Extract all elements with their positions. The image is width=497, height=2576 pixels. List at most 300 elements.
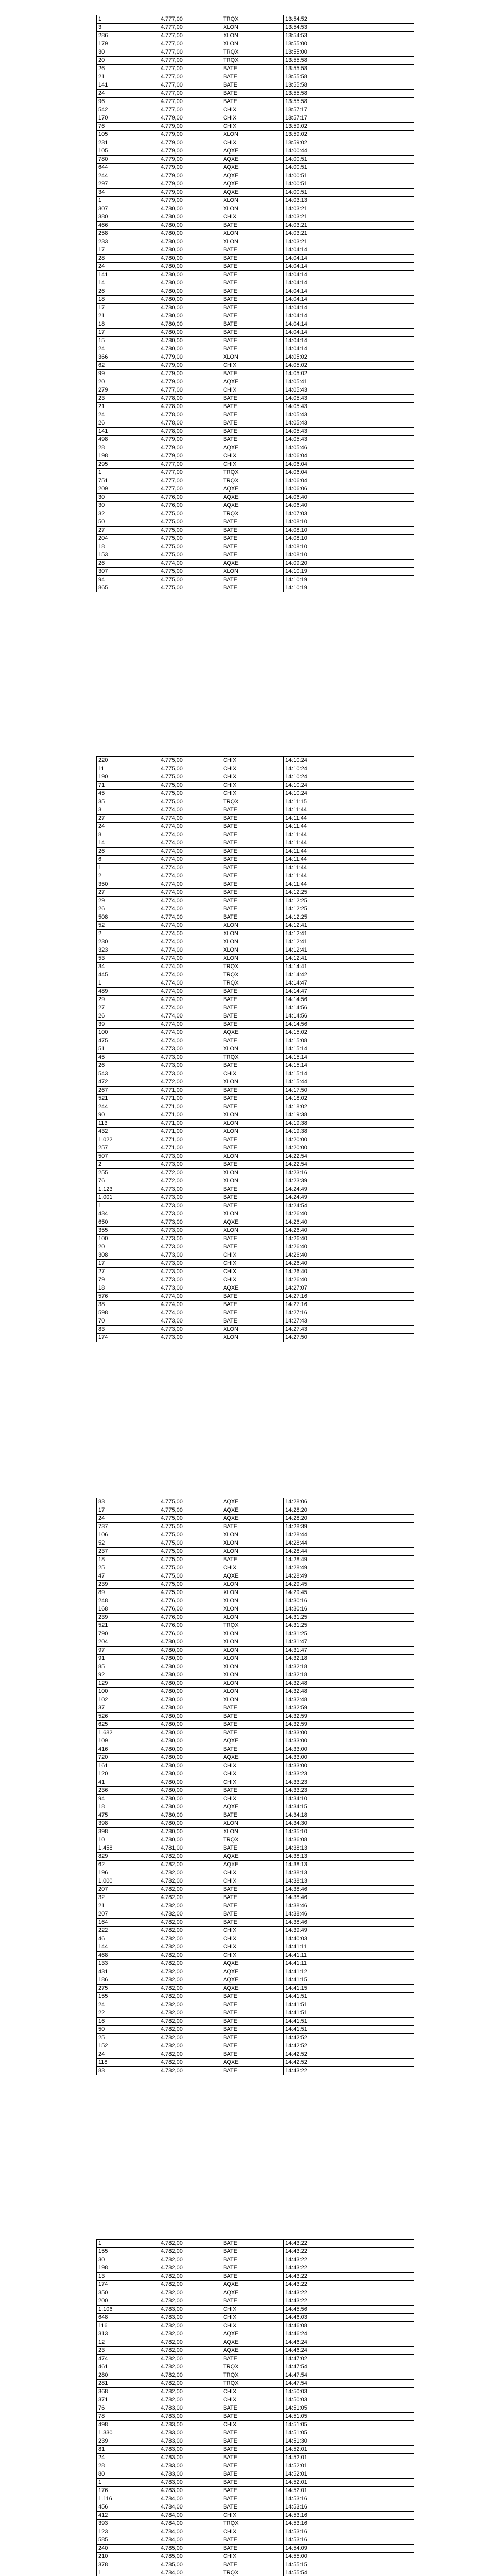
price-cell: 4.775,00 — [159, 1506, 221, 1515]
time-cell: 14:42:52 — [284, 2059, 414, 2067]
quantity-cell: 1.106 — [97, 2306, 159, 2314]
price-cell: 4.774,00 — [159, 1309, 221, 1317]
quantity-cell: 24 — [97, 345, 159, 353]
table-row — [97, 922, 414, 930]
table-row — [97, 312, 414, 320]
time-cell: 14:52:01 — [284, 2470, 414, 2479]
price-cell: 4.780,00 — [159, 1754, 221, 1762]
quantity-cell: 23 — [97, 2347, 159, 2355]
venue-cell: BATE — [221, 2067, 284, 2075]
price-cell: 4.782,00 — [159, 2322, 221, 2330]
table-row — [97, 320, 414, 329]
table-row — [97, 1103, 414, 1111]
quantity-cell: 62 — [97, 362, 159, 370]
venue-cell: BATE — [221, 1235, 284, 1243]
price-cell: 4.782,00 — [159, 2240, 221, 2248]
price-cell: 4.775,00 — [159, 1548, 221, 1556]
quantity-cell: 152 — [97, 2042, 159, 2050]
time-cell: 14:14:47 — [284, 979, 414, 988]
time-cell: 14:04:14 — [284, 329, 414, 337]
price-cell: 4.775,00 — [159, 798, 221, 806]
price-cell: 4.784,00 — [159, 2536, 221, 2545]
time-cell: 14:52:01 — [284, 2454, 414, 2462]
time-cell: 14:54:09 — [284, 2545, 414, 2553]
table-row — [97, 353, 414, 362]
venue-cell: BATE — [221, 2487, 284, 2495]
quantity-cell: 257 — [97, 1144, 159, 1153]
price-cell: 4.775,00 — [159, 535, 221, 543]
quantity-cell: 26 — [97, 1062, 159, 1070]
time-cell: 13:59:02 — [284, 123, 414, 131]
venue-cell: BATE — [221, 1004, 284, 1012]
venue-cell: BATE — [221, 1811, 284, 1820]
quantity-cell: 161 — [97, 1762, 159, 1770]
quantity-cell: 474 — [97, 2355, 159, 2363]
price-cell: 4.775,00 — [159, 1523, 221, 1531]
quantity-cell: 27 — [97, 1268, 159, 1276]
price-cell: 4.780,00 — [159, 1836, 221, 1844]
time-cell: 14:06:04 — [284, 469, 414, 477]
table-row — [97, 584, 414, 592]
quantity-cell: 155 — [97, 2248, 159, 2256]
price-cell: 4.780,00 — [159, 246, 221, 255]
venue-cell: TRQX — [221, 2569, 284, 2576]
time-cell: 14:14:56 — [284, 1012, 414, 1021]
table-row — [97, 2503, 414, 2512]
venue-cell: BATE — [221, 856, 284, 864]
quantity-cell: 100 — [97, 1688, 159, 1696]
table-row — [97, 2520, 414, 2528]
table-row — [97, 2569, 414, 2576]
venue-cell: CHIX — [221, 1778, 284, 1787]
venue-cell: XLON — [221, 1688, 284, 1696]
price-cell: 4.775,00 — [159, 1564, 221, 1572]
table-row — [97, 1729, 414, 1737]
time-cell: 14:32:59 — [284, 1721, 414, 1729]
venue-cell: BATE — [221, 1037, 284, 1045]
time-cell: 14:23:39 — [284, 1177, 414, 1185]
table-row — [97, 971, 414, 979]
time-cell: 14:43:22 — [284, 2248, 414, 2256]
trade-table-body — [97, 15, 414, 592]
price-cell: 4.777,00 — [159, 73, 221, 81]
venue-cell: BATE — [221, 1910, 284, 1919]
table-row — [97, 1778, 414, 1787]
table-row — [97, 73, 414, 81]
venue-cell: CHIX — [221, 2528, 284, 2536]
time-cell: 14:24:54 — [284, 1202, 414, 1210]
quantity-cell: 38 — [97, 1301, 159, 1309]
time-cell: 14:11:44 — [284, 864, 414, 872]
table-row — [97, 2330, 414, 2338]
venue-cell: AQXE — [221, 172, 284, 180]
table-row — [97, 1334, 414, 1342]
table-row — [97, 180, 414, 189]
venue-cell: BATE — [221, 395, 284, 403]
time-cell: 14:53:16 — [284, 2528, 414, 2536]
venue-cell: AQXE — [221, 1029, 284, 1037]
time-cell: 14:32:18 — [284, 1671, 414, 1680]
quantity-cell: 393 — [97, 2520, 159, 2528]
time-cell: 14:08:10 — [284, 543, 414, 551]
quantity-cell: 91 — [97, 1655, 159, 1663]
quantity-cell: 865 — [97, 584, 159, 592]
time-cell: 14:10:24 — [284, 790, 414, 798]
table-row — [97, 123, 414, 131]
price-cell: 4.782,00 — [159, 2264, 221, 2273]
table-row — [97, 1993, 414, 2001]
table-row — [97, 2347, 414, 2355]
table-row — [97, 370, 414, 378]
time-cell: 14:03:21 — [284, 222, 414, 230]
quantity-cell: 29 — [97, 897, 159, 905]
table-row — [97, 2034, 414, 2042]
quantity-cell: 76 — [97, 2404, 159, 2413]
price-cell: 4.773,00 — [159, 1218, 221, 1227]
table-row — [97, 329, 414, 337]
venue-cell: CHIX — [221, 1251, 284, 1260]
price-cell: 4.774,00 — [159, 1029, 221, 1037]
time-cell: 13:57:17 — [284, 114, 414, 123]
venue-cell: BATE — [221, 1202, 284, 1210]
venue-cell: BATE — [221, 905, 284, 913]
time-cell: 14:51:05 — [284, 2429, 414, 2437]
price-cell: 4.780,00 — [159, 1795, 221, 1803]
quantity-cell: 244 — [97, 1103, 159, 1111]
table-row — [97, 897, 414, 905]
price-cell: 4.774,00 — [159, 848, 221, 856]
price-cell: 4.782,00 — [159, 1919, 221, 1927]
table-row — [97, 2380, 414, 2388]
price-cell: 4.772,00 — [159, 1169, 221, 1177]
quantity-cell: 445 — [97, 971, 159, 979]
time-cell: 14:12:41 — [284, 922, 414, 930]
time-cell: 14:53:16 — [284, 2503, 414, 2512]
time-cell: 14:18:02 — [284, 1095, 414, 1103]
price-cell: 4.777,00 — [159, 485, 221, 494]
time-cell: 14:04:14 — [284, 263, 414, 271]
table-row — [97, 2026, 414, 2034]
table-row — [97, 1754, 414, 1762]
time-cell: 14:42:52 — [284, 2034, 414, 2042]
quantity-cell: 3 — [97, 806, 159, 815]
quantity-cell: 26 — [97, 1012, 159, 1021]
quantity-cell: 204 — [97, 535, 159, 543]
quantity-cell: 102 — [97, 1696, 159, 1704]
time-cell: 14:20:00 — [284, 1136, 414, 1144]
quantity-cell: 198 — [97, 452, 159, 461]
table-row — [97, 576, 414, 584]
price-cell: 4.775,00 — [159, 1581, 221, 1589]
venue-cell: XLON — [221, 946, 284, 955]
price-cell: 4.780,00 — [159, 1820, 221, 1828]
venue-cell: CHIX — [221, 114, 284, 123]
venue-cell: BATE — [221, 1194, 284, 1202]
time-cell: 14:41:15 — [284, 1976, 414, 1985]
table-row — [97, 790, 414, 798]
venue-cell: XLON — [221, 1531, 284, 1539]
time-cell: 14:12:41 — [284, 930, 414, 938]
venue-cell: CHIX — [221, 1927, 284, 1935]
quantity-cell: 431 — [97, 1968, 159, 1976]
price-cell: 4.772,00 — [159, 1078, 221, 1087]
quantity-cell: 17 — [97, 1260, 159, 1268]
table-row — [97, 2306, 414, 2314]
quantity-cell: 41 — [97, 1778, 159, 1787]
trade-table-2 — [96, 756, 414, 1342]
price-cell: 4.783,00 — [159, 2479, 221, 2487]
time-cell: 14:10:24 — [284, 765, 414, 773]
quantity-cell: 141 — [97, 271, 159, 279]
table-row — [97, 1597, 414, 1605]
price-cell: 4.773,00 — [159, 1194, 221, 1202]
price-cell: 4.773,00 — [159, 1235, 221, 1243]
price-cell: 4.771,00 — [159, 1103, 221, 1111]
venue-cell: CHIX — [221, 1770, 284, 1778]
venue-cell: CHIX — [221, 362, 284, 370]
time-cell: 14:51:30 — [284, 2437, 414, 2446]
venue-cell: BATE — [221, 1886, 284, 1894]
quantity-cell: 50 — [97, 518, 159, 527]
quantity-cell: 222 — [97, 1927, 159, 1935]
time-cell: 14:06:04 — [284, 461, 414, 469]
quantity-cell: 186 — [97, 1976, 159, 1985]
quantity-cell: 16 — [97, 2018, 159, 2026]
price-cell: 4.773,00 — [159, 1227, 221, 1235]
time-cell: 14:10:19 — [284, 576, 414, 584]
price-cell: 4.779,00 — [159, 139, 221, 147]
time-cell: 14:43:22 — [284, 2297, 414, 2306]
price-cell: 4.777,00 — [159, 386, 221, 395]
time-cell: 14:06:04 — [284, 477, 414, 485]
time-cell: 14:04:14 — [284, 296, 414, 304]
time-cell: 14:19:38 — [284, 1128, 414, 1136]
price-cell: 4.777,00 — [159, 48, 221, 57]
venue-cell: TRQX — [221, 971, 284, 979]
price-cell: 4.780,00 — [159, 213, 221, 222]
venue-cell: CHIX — [221, 106, 284, 114]
table-row — [97, 287, 414, 296]
table-row — [97, 1927, 414, 1935]
quantity-cell: 461 — [97, 2363, 159, 2371]
price-cell: 4.785,00 — [159, 2553, 221, 2561]
quantity-cell: 34 — [97, 963, 159, 971]
time-cell: 13:54:52 — [284, 15, 414, 24]
table-row — [97, 1251, 414, 1260]
table-row — [97, 518, 414, 527]
table-row — [97, 98, 414, 106]
time-cell: 14:51:05 — [284, 2413, 414, 2421]
table-row — [97, 1943, 414, 1952]
price-cell: 4.774,00 — [159, 922, 221, 930]
time-cell: 14:32:59 — [284, 1704, 414, 1713]
quantity-cell: 1.022 — [97, 1136, 159, 1144]
table-row — [97, 485, 414, 494]
venue-cell: BATE — [221, 1062, 284, 1070]
table-row — [97, 1062, 414, 1070]
venue-cell: BATE — [221, 2495, 284, 2503]
quantity-cell: 20 — [97, 378, 159, 386]
venue-cell: AQXE — [221, 494, 284, 502]
venue-cell: BATE — [221, 2026, 284, 2034]
price-cell: 4.773,00 — [159, 1268, 221, 1276]
quantity-cell: 123 — [97, 2528, 159, 2536]
price-cell: 4.776,00 — [159, 1597, 221, 1605]
quantity-cell: 120 — [97, 1770, 159, 1778]
price-cell: 4.775,00 — [159, 1498, 221, 1506]
price-cell: 4.779,00 — [159, 114, 221, 123]
venue-cell: XLON — [221, 1120, 284, 1128]
table-row — [97, 205, 414, 213]
time-cell: 14:22:54 — [284, 1153, 414, 1161]
quantity-cell: 13 — [97, 2273, 159, 2281]
table-row — [97, 1194, 414, 1202]
table-row — [97, 1581, 414, 1589]
time-cell: 14:06:40 — [284, 502, 414, 510]
quantity-cell: 28 — [97, 2462, 159, 2470]
quantity-cell: 1.682 — [97, 1729, 159, 1737]
price-cell: 4.780,00 — [159, 304, 221, 312]
venue-cell: AQXE — [221, 2347, 284, 2355]
venue-cell: BATE — [221, 2462, 284, 2470]
table-row — [97, 147, 414, 156]
time-cell: 14:04:14 — [284, 271, 414, 279]
quantity-cell: 174 — [97, 1334, 159, 1342]
quantity-cell: 21 — [97, 1902, 159, 1910]
time-cell: 14:09:20 — [284, 560, 414, 568]
time-cell: 14:10:24 — [284, 782, 414, 790]
table-row — [97, 1836, 414, 1844]
table-row — [97, 32, 414, 40]
price-cell: 4.782,00 — [159, 2248, 221, 2256]
table-row — [97, 378, 414, 386]
venue-cell: BATE — [221, 806, 284, 815]
table-row — [97, 1268, 414, 1276]
table-row — [97, 2059, 414, 2067]
quantity-cell: 21 — [97, 403, 159, 411]
venue-cell: BATE — [221, 1243, 284, 1251]
time-cell: 14:05:43 — [284, 411, 414, 419]
price-cell: 4.782,00 — [159, 2338, 221, 2347]
time-cell: 14:19:38 — [284, 1111, 414, 1120]
time-cell: 14:32:18 — [284, 1655, 414, 1663]
table-row — [97, 2240, 414, 2248]
table-row — [97, 1795, 414, 1803]
time-cell: 14:22:54 — [284, 1161, 414, 1169]
quantity-cell: 368 — [97, 2388, 159, 2396]
table-row — [97, 1523, 414, 1531]
venue-cell: XLON — [221, 1078, 284, 1087]
price-cell: 4.773,00 — [159, 1317, 221, 1326]
quantity-cell: 27 — [97, 815, 159, 823]
table-row — [97, 1688, 414, 1696]
time-cell: 14:26:40 — [284, 1276, 414, 1284]
venue-cell: BATE — [221, 2404, 284, 2413]
price-cell: 4.778,00 — [159, 428, 221, 436]
venue-cell: XLON — [221, 1326, 284, 1334]
table-row — [97, 1037, 414, 1045]
time-cell: 14:43:22 — [284, 2289, 414, 2297]
trade-table-3 — [96, 1498, 414, 2075]
venue-cell: AQXE — [221, 1498, 284, 1506]
quantity-cell: 456 — [97, 2503, 159, 2512]
quantity-cell: 210 — [97, 2553, 159, 2561]
table-row — [97, 1309, 414, 1317]
price-cell: 4.780,00 — [159, 1713, 221, 1721]
venue-cell: BATE — [221, 2545, 284, 2553]
venue-cell: XLON — [221, 1696, 284, 1704]
venue-cell: BATE — [221, 2446, 284, 2454]
price-cell: 4.780,00 — [159, 222, 221, 230]
quantity-cell: 15 — [97, 337, 159, 345]
table-row — [97, 963, 414, 971]
price-cell: 4.783,00 — [159, 2487, 221, 2495]
table-row — [97, 461, 414, 469]
time-cell: 14:06:40 — [284, 494, 414, 502]
quantity-cell: 8 — [97, 831, 159, 839]
table-row — [97, 889, 414, 897]
venue-cell: CHIX — [221, 773, 284, 782]
price-cell: 4.782,00 — [159, 1869, 221, 1877]
venue-cell: BATE — [221, 1721, 284, 1729]
time-cell: 14:41:11 — [284, 1960, 414, 1968]
price-cell: 4.777,00 — [159, 98, 221, 106]
price-cell: 4.780,00 — [159, 1638, 221, 1647]
venue-cell: AQXE — [221, 1853, 284, 1861]
quantity-cell: 94 — [97, 1795, 159, 1803]
price-cell: 4.784,00 — [159, 2503, 221, 2512]
table-row — [97, 2050, 414, 2059]
time-cell: 14:14:41 — [284, 963, 414, 971]
table-row — [97, 1853, 414, 1861]
price-cell: 4.780,00 — [159, 337, 221, 345]
table-row — [97, 798, 414, 806]
table-row — [97, 2281, 414, 2289]
trade-table-body — [97, 757, 414, 1342]
price-cell: 4.775,00 — [159, 765, 221, 773]
time-cell: 14:43:22 — [284, 2256, 414, 2264]
price-cell: 4.777,00 — [159, 81, 221, 90]
venue-cell: XLON — [221, 1589, 284, 1597]
venue-cell: BATE — [221, 345, 284, 353]
quantity-cell: 62 — [97, 1861, 159, 1869]
venue-cell: XLON — [221, 40, 284, 48]
quantity-cell: 751 — [97, 477, 159, 485]
quantity-cell: 29 — [97, 996, 159, 1004]
venue-cell: XLON — [221, 205, 284, 213]
table-row — [97, 428, 414, 436]
price-cell: 4.773,00 — [159, 1243, 221, 1251]
price-cell: 4.780,00 — [159, 1737, 221, 1745]
quantity-cell: 20 — [97, 1243, 159, 1251]
venue-cell: AQXE — [221, 1968, 284, 1976]
time-cell: 14:12:25 — [284, 897, 414, 905]
venue-cell: CHIX — [221, 123, 284, 131]
table-row — [97, 955, 414, 963]
venue-cell: BATE — [221, 1523, 284, 1531]
price-cell: 4.780,00 — [159, 1770, 221, 1778]
table-row — [97, 2479, 414, 2487]
quantity-cell: 398 — [97, 1820, 159, 1828]
price-cell: 4.776,00 — [159, 494, 221, 502]
quantity-cell: 18 — [97, 296, 159, 304]
table-row — [97, 1861, 414, 1869]
price-cell: 4.780,00 — [159, 279, 221, 287]
price-cell: 4.784,00 — [159, 2512, 221, 2520]
venue-cell: XLON — [221, 1638, 284, 1647]
quantity-cell: 109 — [97, 1737, 159, 1745]
time-cell: 14:31:25 — [284, 1622, 414, 1630]
